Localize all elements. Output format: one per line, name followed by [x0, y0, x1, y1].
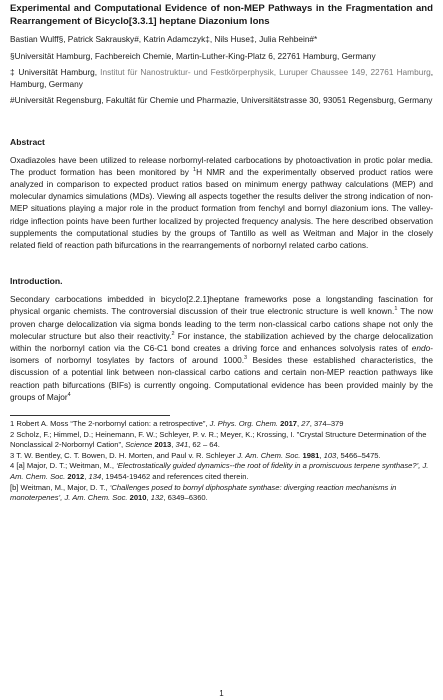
- intro-italic-endo: endo: [411, 342, 431, 353]
- fn4a-sep: ,: [84, 471, 89, 481]
- affiliation-2: [10, 67, 433, 90]
- fn3-volume: 103: [323, 450, 337, 460]
- citation-2: 2: [171, 330, 175, 337]
- fn3-sep: ,: [319, 450, 324, 460]
- fn4b-volume: 132: [150, 493, 164, 503]
- footnote-1: [10, 419, 433, 430]
- footnote-4b: [10, 483, 433, 504]
- introduction-body: [10, 293, 433, 403]
- affiliation-2-lead: ‡ Universität Hamburg,: [10, 67, 101, 77]
- fn3-journal: J. Am. Chem. Soc.: [237, 450, 301, 460]
- abstract-body: [10, 154, 433, 252]
- footnote-3: [10, 451, 433, 462]
- citation-4: 4: [67, 391, 71, 398]
- fn4a-pages: , 19454-19462 and references cited therein.: [101, 471, 249, 481]
- fn1-pages: , 374–379: [309, 418, 344, 428]
- fn4a-year: 2012: [65, 471, 85, 481]
- intro-text-1: Secondary carbocations imbedded in bicyclo[2.2.1]heptane frameworks pose a longstanding fascination for physical organic chemists. The controversial discussion of their true electronic structure is well known.: [10, 294, 433, 317]
- citation-1: 1: [394, 306, 398, 313]
- fn2-text: 2 Scholz, F.; Himmel, D.; Heinemann, F. W.; Schleyer, P. v. R.; Meyer, K.; Krossing, I. "Crystal Structure Determination of the Nonclassical 2-Norbornyl Cation”,: [10, 429, 427, 450]
- page-number: 1: [219, 689, 224, 698]
- citation-3: 3: [244, 355, 248, 362]
- abstract-superscript: 1: [193, 166, 197, 173]
- fn4b-journal: ‘Challenges posed to bornyl diphosphate synthase: diverging reaction mechanisms in monoterpenes’, J. Am. Chem. Soc.: [10, 482, 397, 503]
- paper-title: Experimental and Computational Evidence of non-MEP Pathways in the Fragmentation and Rearrangement of Bicyclo[3.3.1] heptane Diazonium Ions: [10, 3, 433, 27]
- author-list: Bastian Wulff§, Patrick Sakrausky#, Katrin Adamczyk‡, Nils Huse‡, Julia Rehbein#*: [10, 34, 318, 44]
- footnote-2: [10, 430, 433, 451]
- fn1-year: 2017: [278, 418, 298, 428]
- fn2-pages: , 62 – 64.: [188, 440, 220, 450]
- affiliation-1: §Universität Hamburg, Fachbereich Chemie, Martin-Luther-King-Platz 6, 22761 Hamburg, Germany: [10, 50, 376, 61]
- affiliation-2-institute: Institut für Nanostruktur- und Festkörperphysik, Luruper Chaussee 149, 22761 Hamburg: [100, 67, 431, 77]
- fn3-year: 1981: [300, 450, 320, 460]
- affiliation-2-tail: , Hamburg, Germany: [10, 67, 434, 89]
- fn2-year: 2013: [152, 440, 172, 450]
- intro-text-2: The now proven charge delocalization via sigma bonds leading to the term non-classical carbo cations shape not only the molecular structure but also their reactivity.: [10, 306, 434, 341]
- fn4a-journal: ‘Electrostatically guided dynamics--the root of fidelity in a promiscuous terpene synthase?’, J. Am. Chem. Soc.: [10, 461, 429, 481]
- fn4b-pages: , 6349–6360.: [163, 493, 208, 503]
- abstract-text-2: H NMR and the experimentally observed product ratios were analyzed in comparison to expected product ratios based on minimum energy pathway calculations (MEP) and molecular dynamics simulations (MDs). Viewing all aspects together the results deliver the strong indication of non-MEP situations playing a major role in the product formation from fenchyl and bornyl diazonium ions. The valley-ridge inflection points have been further localized by projected frequency analysis. The here described observation supplements the computational studies by the groups of Tantillo as well as Weitman and Major in the closely related field of reaction path bifurcations in the rearrangements of norbornyl related carbo cations.: [10, 166, 434, 250]
- fn2-journal: Science: [125, 440, 153, 450]
- fn1-sep: ,: [297, 418, 302, 428]
- intro-text-4: -isomers of norbornyl tosylates by factors of around 1000.: [10, 342, 433, 366]
- fn1-text: 1 Robert A. Moss “The 2-norbornyl cation: a retrospective”,: [10, 418, 210, 428]
- spacer: [10, 251, 433, 275]
- fn3-pages: , 5466–5475.: [336, 450, 381, 460]
- fn4b-sep: ,: [146, 493, 151, 503]
- fn2-sep: ,: [171, 440, 176, 450]
- affiliation-3: #Universität Regensburg, Fakultät für Chemie und Pharmazie, Universitätstrasse 30, 93051 Regensburg, Germany: [10, 95, 433, 105]
- abstract-heading: Abstract: [10, 136, 45, 147]
- fn1-volume: 27: [301, 418, 310, 428]
- footnote-separator: [10, 415, 170, 416]
- footnote-4a: [10, 461, 433, 482]
- fn4a-volume: 134: [88, 471, 102, 481]
- fn4b-year: 2010: [127, 493, 147, 503]
- fn1-journal: J. Phys. Org. Chem.: [209, 418, 279, 428]
- spacer: [10, 112, 433, 136]
- fn2-volume: 341: [175, 440, 189, 450]
- abstract-text-1: Oxadiazoles have been utilized to release norbornyl-related carbocations by photoactivation in protic polar media. The product formation has been monitored by: [10, 154, 433, 177]
- intro-text-3: For instance, the stabilization achieved by the charge delocalization within the norbornyl cation via the C6-C1 bond creates a driving force and enhances solvolysis rates of: [10, 330, 433, 353]
- intro-text-5: Besides these established characteristics, the discussion of a potential link between non-classical carbo cations and certain non-MEP reaction pathways like reaction path bifurcations (BIFs) is currently ongoing. Computational evidence has been provided mainly by the groups of Major: [10, 355, 433, 402]
- introduction-heading: Introduction.: [10, 276, 63, 287]
- fn4a-text: 4 [a] Major, D. T.; Weitman, M.,: [10, 461, 117, 471]
- fn3-text: 3 T. W. Bentley, C. T. Bowen, D. H. Morten, and Paul v. R. Schleyer: [10, 450, 238, 460]
- fn4b-text: [b] Weitman, M., Major, D. T.,: [10, 482, 110, 492]
